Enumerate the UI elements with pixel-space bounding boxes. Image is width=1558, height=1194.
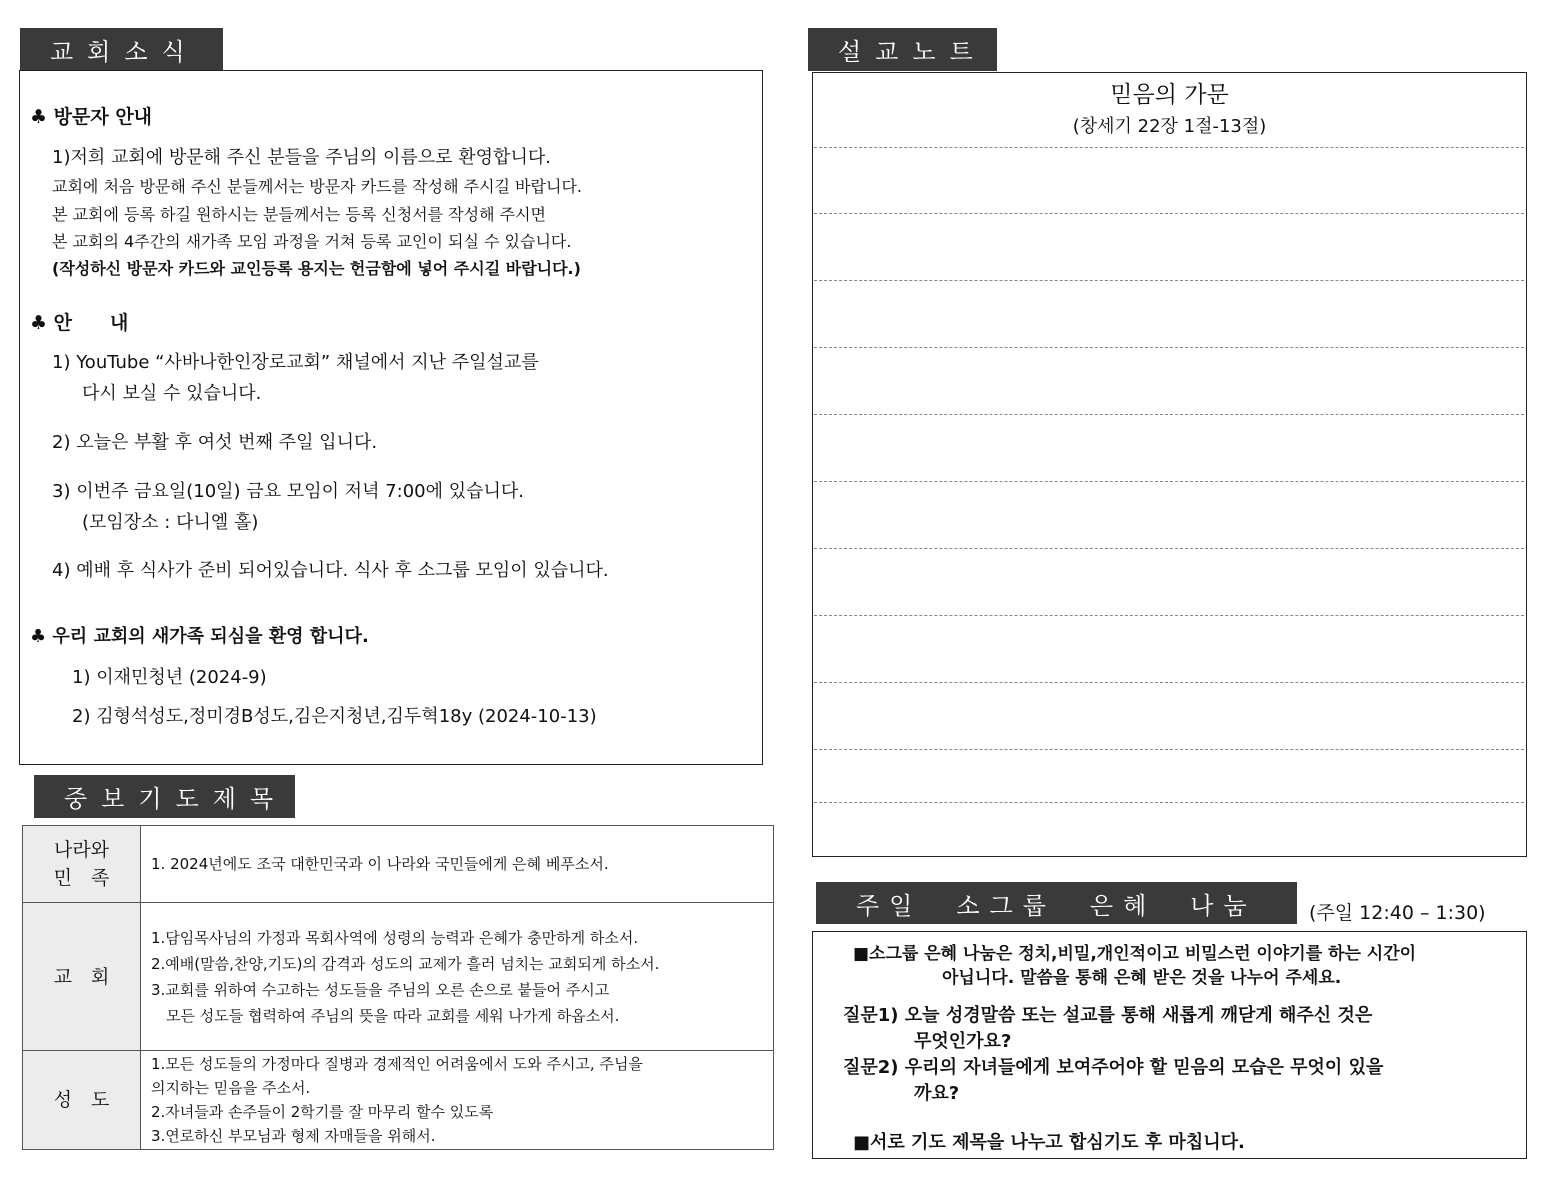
- note-line: [814, 414, 1524, 415]
- sermon-note-tab: 설교노트: [808, 28, 997, 71]
- sermon-title: 믿음의 가문: [1110, 82, 1229, 108]
- prayer-category: 성 도: [23, 1051, 141, 1150]
- prayer-line: 2.예배(말씀,찬양,기도)의 감격과 성도의 교제가 흘러 넘치는 교회되게 하소서.: [151, 954, 660, 973]
- newfamily-item-1: 1) 이재민청년 (2024-9): [72, 667, 267, 688]
- prayer-line: 모든 성도들 협력하여 주님의 뜻을 따라 교회를 세워 나가게 하옵소서.: [151, 1006, 620, 1025]
- prayer-text: [141, 826, 774, 903]
- prayer-category-nation-line2: 민 족: [53, 867, 110, 889]
- visitor-line-1: 1)저희 교회에 방문해 주신 분들을 주님의 이름으로 환영합니다.: [52, 147, 551, 168]
- prayer-line: 1.모든 성도들의 가정마다 질병과 경제적인 어려움에서 도와 주시고, 주님을: [151, 1055, 643, 1073]
- visitor-line-4: 본 교회의 4주간의 새가족 모임 과정을 거쳐 등록 교인이 되실 수 있습니다.: [52, 232, 572, 251]
- sermon-passage: (창세기 22장 1절-13절): [1072, 116, 1267, 137]
- prayer-category-nation-line1: 나라와: [53, 839, 110, 861]
- small-group-intro-2: 아닙니다. 말씀을 통해 은혜 받은 것을 나누어 주세요.: [942, 968, 1342, 988]
- notice-item-4: 4) 예배 후 식사가 준비 되어있습니다. 식사 후 소그룹 모임이 있습니다.: [52, 560, 609, 581]
- note-line: [814, 280, 1524, 281]
- prayer-line: 3.교회를 위하여 수고하는 성도들을 주님의 오른 손으로 붙들어 주시고: [151, 980, 610, 999]
- small-group-closing: ■서로 기도 제목을 나누고 합심기도 후 마칩니다.: [853, 1132, 1245, 1153]
- prayer-line: 2.자녀들과 손주들이 2학기를 잘 마무리 할수 있도록: [151, 1103, 494, 1121]
- notice-heading: ♣ 안 내: [30, 312, 129, 334]
- note-line: [814, 802, 1524, 803]
- small-group-q1: 질문1) 오늘 성경말씀 또는 설교를 통해 새롭게 깨닫게 해주신 것은: [843, 1005, 1373, 1026]
- newfamily-heading: ♣ 우리 교회의 새가족 되심을 환영 합니다.: [30, 626, 369, 647]
- prayer-line: 의지하는 믿음을 주소서.: [151, 1079, 311, 1097]
- visitor-heading: ♣ 방문자 안내: [30, 106, 153, 128]
- small-group-q2-cont: 까요?: [914, 1083, 960, 1104]
- prayer-line: 1. 2024년에도 조국 대한민국과 이 나라와 국민들에게 은혜 베푸소서.: [151, 854, 609, 873]
- note-line: [814, 481, 1524, 482]
- note-line: [814, 749, 1524, 750]
- small-group-q2: 질문2) 우리의 자녀들에게 보여주어야 할 믿음의 모습은 무엇이 있을: [843, 1057, 1384, 1078]
- notice-item-3: 3) 이번주 금요일(10일) 금요 모임이 저녁 7:00에 있습니다.: [52, 481, 524, 502]
- table-row: [23, 903, 774, 1051]
- notice-item-2: 2) 오늘은 부활 후 여섯 번째 주일 입니다.: [52, 432, 378, 453]
- note-line: [814, 213, 1524, 214]
- small-group-tab: 주일 소그룹 은혜 나눔: [816, 882, 1297, 924]
- prayer-text: [141, 1051, 774, 1150]
- notice-item-1b: 다시 보실 수 있습니다.: [82, 383, 262, 404]
- prayer-text: [141, 903, 774, 1051]
- note-line: [814, 548, 1524, 549]
- table-row: [23, 826, 774, 903]
- prayer-category: 교 회: [23, 903, 141, 1051]
- small-group-intro-1: ■소그룹 은혜 나눔은 정치,비밀,개인적이고 비밀스런 이야기를 하는 시간이: [853, 944, 1417, 964]
- small-group-time: (주일 12:40 – 1:30): [1309, 902, 1486, 924]
- prayer-category: [23, 826, 141, 903]
- prayer-line: 3.연로하신 부모님과 형제 자매들을 위해서.: [151, 1127, 436, 1145]
- small-group-q1-cont: 무엇인가요?: [914, 1031, 1012, 1052]
- prayer-line: 1.담임목사님의 가정과 목회사역에 성령의 능력과 은혜가 충만하게 하소서.: [151, 928, 639, 947]
- notice-item-1: 1) YouTube “사바나한인장로교회” 채널에서 지난 주일설교를: [52, 352, 539, 373]
- prayer-table: [22, 825, 774, 1150]
- sermon-note-box: [812, 72, 1527, 857]
- note-line: [814, 347, 1524, 348]
- visitor-line-2: 교회에 처음 방문해 주신 분들께서는 방문자 카드를 작성해 주시길 바랍니다.: [52, 177, 582, 196]
- newfamily-item-2: 2) 김형석성도,정미경B성도,김은지청년,김두혁18y (2024-10-13): [72, 706, 597, 727]
- notice-item-3b: (모임장소 : 다니엘 홀): [82, 512, 259, 533]
- prayer-tab: 중보기도제목: [34, 775, 295, 818]
- visitor-line-5: (작성하신 방문자 카드와 교인등록 용지는 헌금함에 넣어 주시길 바랍니다.): [52, 259, 581, 278]
- church-news-tab: 교회소식: [20, 28, 223, 71]
- table-row: [23, 1051, 774, 1150]
- note-line: [814, 682, 1524, 683]
- note-line: [814, 615, 1524, 616]
- visitor-line-3: 본 교회에 등록 하길 원하시는 분들께서는 등록 신청서를 작성해 주시면: [52, 205, 546, 224]
- note-line: [814, 147, 1524, 148]
